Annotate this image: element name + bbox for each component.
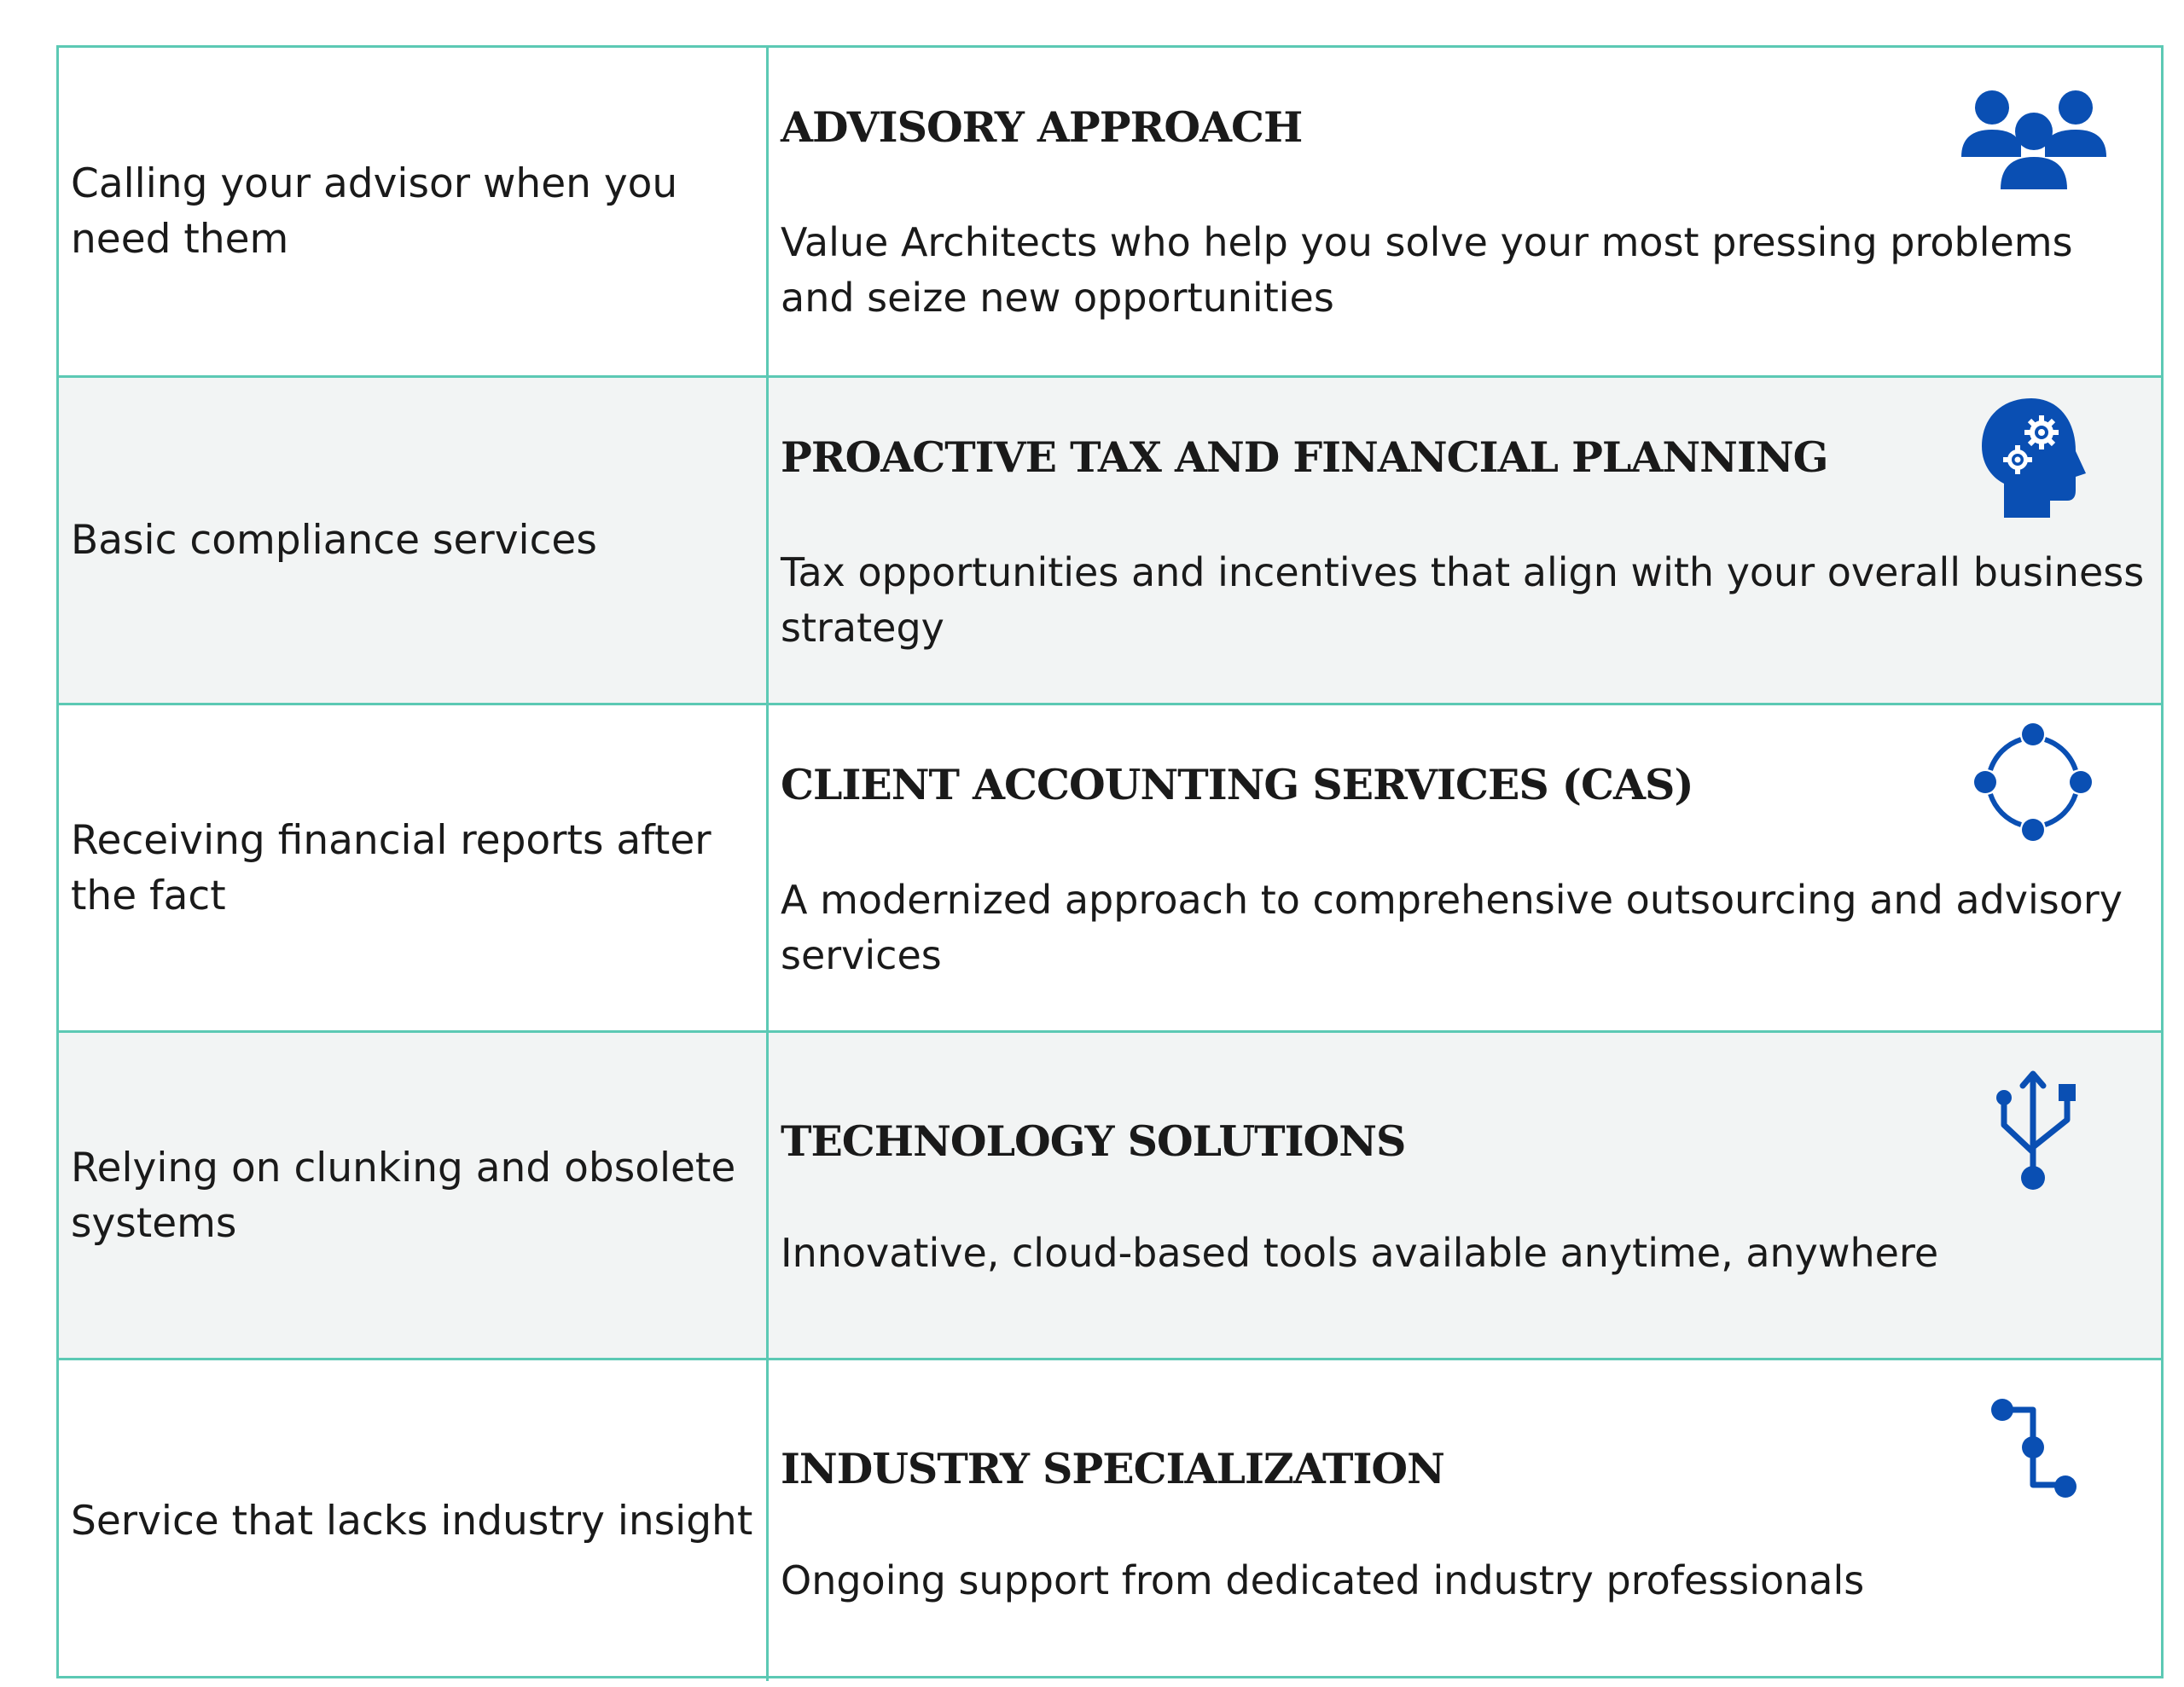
usb-icon	[1956, 1065, 2110, 1193]
service-title: INDUSTRY SPECIALIZATION	[781, 1444, 1444, 1493]
table-row	[59, 703, 2161, 1030]
people-group-icon	[1956, 80, 2110, 208]
service-description: Innovative, cloud-based tools available anytime, anywhere	[781, 1230, 1939, 1276]
current-state-text: Calling your advisor when you need them	[71, 160, 678, 263]
current-state-cell	[59, 378, 769, 703]
service-title: CLIENT ACCOUNTING SERVICES (CAS)	[781, 760, 1693, 809]
current-state-text: Receiving financial reports after the fact	[71, 816, 712, 919]
service-cell	[769, 1360, 2161, 1681]
service-cell	[769, 378, 2161, 703]
service-title: ADVISORY APPROACH	[781, 102, 1303, 152]
current-state-cell	[59, 1033, 769, 1358]
service-cell	[769, 705, 2161, 1030]
service-description: A modernized approach to comprehensive outsourcing and advisory services	[781, 877, 2123, 978]
circular-nodes-icon	[1956, 722, 2110, 850]
current-state-cell	[59, 48, 769, 375]
service-description: Ongoing support from dedicated industry professionals	[781, 1557, 1865, 1603]
service-title: TECHNOLOGY SOLUTIONS	[781, 1116, 1406, 1166]
service-description: Value Architects who help you solve your most pressing problems and seize new opportunities	[781, 219, 2073, 321]
service-description: Tax opportunities and incentives that align with your overall business strategy	[781, 549, 2145, 651]
table-row	[59, 375, 2161, 703]
comparison-table	[56, 45, 2164, 1678]
table-row	[59, 48, 2161, 375]
service-title: PROACTIVE TAX AND FINANCIAL PLANNING	[781, 432, 1828, 482]
head-gears-icon	[1956, 395, 2110, 523]
table-row	[59, 1358, 2161, 1681]
current-state-cell	[59, 1360, 769, 1681]
table-row	[59, 1030, 2161, 1358]
current-state-text: Basic compliance services	[71, 517, 597, 564]
current-state-cell	[59, 705, 769, 1030]
current-state-text: Relying on clunking and obsolete systems	[71, 1144, 736, 1247]
current-state-text: Service that lacks industry insight	[71, 1497, 753, 1545]
service-cell	[769, 48, 2161, 375]
service-cell	[769, 1033, 2161, 1358]
connector-path-icon	[1956, 1394, 2110, 1522]
